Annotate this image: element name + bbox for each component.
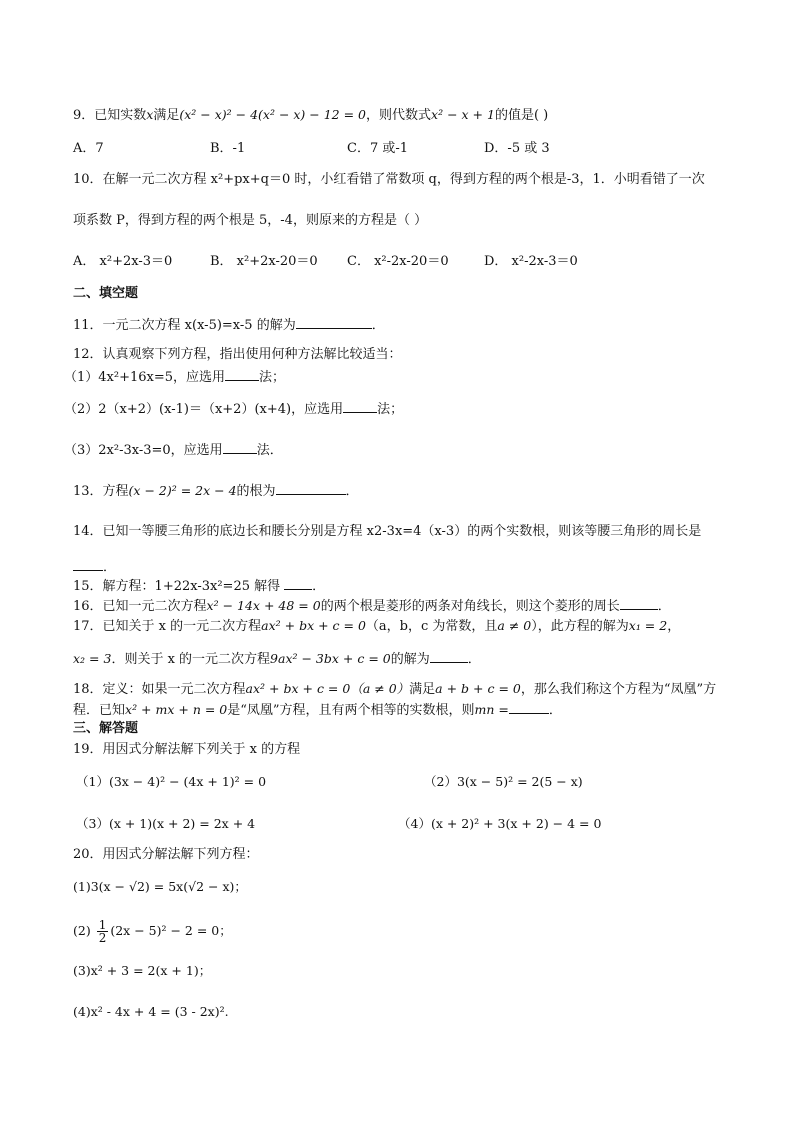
q9-option-d: D．-5 或 3 [484,141,550,156]
q10-option-d: D． x²-2x-3＝0 [484,254,578,269]
answer-blank [225,367,259,381]
question-17-line1: 17．已知关于 x 的一元二次方程ax² + bx + c = 0（a，b，c 为常数，且a ≠ 0），此方程的解为x₁ = 2， [73,618,681,634]
section-fill-in-blank: 二、填空题 [73,286,139,301]
q9-option-a: A．7 [73,141,104,156]
q19-part4: （4）(x + 2)² + 3(x + 2) − 4 = 0 [398,816,602,831]
question-12-part3: （3）2x²-3x-3=0，应选用 法． [64,440,283,460]
question-11: 11．一元二次方程 x(x-5)=x-5 的解为 ． [73,315,385,335]
question-14-line1: 14．已知一等腰三角形的底边长和腰长分别是方程 x2-3x=4（x-3）的两个实数根，则该等腰三角形的周长是 [73,524,702,539]
q13-equation: (x − 2)² = 2x − 4 [128,483,237,498]
q10-option-a: A． x²+2x-3＝0 [73,254,173,269]
answer-blank [276,481,346,495]
section-answer-questions: 三、解答题 [73,721,139,736]
question-9: 9．已知实数x满足(x² − x)² − 4(x² − x) − 12 = 0，则代数式x² − x + 1的值是( ) [73,107,549,123]
question-16: 16．已知一元二次方程x² − 14x + 48 = 0的两个根是菱形的两条对角线长，则这个菱形的周长 ． [73,598,671,614]
question-10-line1: 10．在解一元二次方程 x²+px+q＝0 时，小红看错了常数项 q，得到方程的两个根是-3，1．小明看错了一次 [73,172,705,187]
question-12-part2: （2）2（x+2）(x-1)＝（x+2）(x+4)，应选用 法； [64,399,403,419]
question-19-stem: 19．用因式分解法解下列关于 x 的方程 [73,742,301,757]
answer-blank [296,315,372,329]
question-15: 15．解方程：1+22x-3x²=25 解得 ． [73,576,325,596]
question-10-line2: 项系数 P，得到方程的两个根是 5，-4，则原来的方程是（ ） [73,213,428,228]
q20-part2: (2) $\frac{1}{2}$ (2x − 5)² − 2 = 0； [73,918,232,945]
q20-part1: (1)3(x − √2) = 5x(√2 − x)； [73,879,247,894]
answer-blank [509,700,549,714]
question-18-line2: 程．已知x² + mx + n = 0是“凤凰”方程，且有两个相等的实数根，则mn = ． [73,702,562,718]
q9-equation: (x² − x)² − 4(x² − x) − 12 = 0 [179,107,367,122]
q16-equation: x² − 14x + 48 = 0 [206,598,321,613]
answer-blank [223,440,257,454]
question-14-line2: ． [73,557,116,577]
q19-part2: （2）3(x − 5)² = 2(5 − x) [424,774,583,789]
question-12-stem: 12．认真观察下列方程，指出使用何种方法解比较适当： [73,347,402,362]
q9-expression: x² − x + 1 [431,107,495,122]
question-20-stem: 20．用因式分解法解下列方程： [73,847,259,862]
question-13: 13．方程(x − 2)² = 2x − 4的根为 ． [73,483,359,499]
q9-option-c: C．7 或-1 [347,141,409,156]
q10-option-c: C． x²-2x-20＝0 [347,254,449,269]
answer-blank [430,649,468,663]
question-18-line1: 18．定义：如果一元二次方程ax² + bx + c = 0（a ≠ 0）满足a + b + c = 0，那么我们称这个方程为“凤凰”方 [73,681,717,697]
answer-blank [284,576,312,590]
answer-blank [73,557,103,571]
question-17-line2: x₂ = 3．则关于 x 的一元二次方程9ax² − 3bx + c = 0的解为 ． [73,651,481,667]
answer-blank [343,399,377,413]
q9-option-b: B．-1 [210,141,246,156]
q20-part4: (4)x² - 4x + 4 = (3 - 2x)². [73,1004,229,1019]
q19-part1: （1）(3x − 4)² − (4x + 1)² = 0 [76,774,267,789]
fraction-one-half: $\frac{1}{2}$ [98,918,107,945]
q10-option-b: B． x²+2x-20＝0 [210,254,318,269]
q19-part3: （3）(x + 1)(x + 2) = 2x + 4 [76,816,256,831]
answer-blank [620,596,658,610]
question-12-part1: （1）4x²+16x=5，应选用 法； [64,367,285,387]
q20-part3: (3)x² + 3 = 2(x + 1)； [73,963,212,978]
